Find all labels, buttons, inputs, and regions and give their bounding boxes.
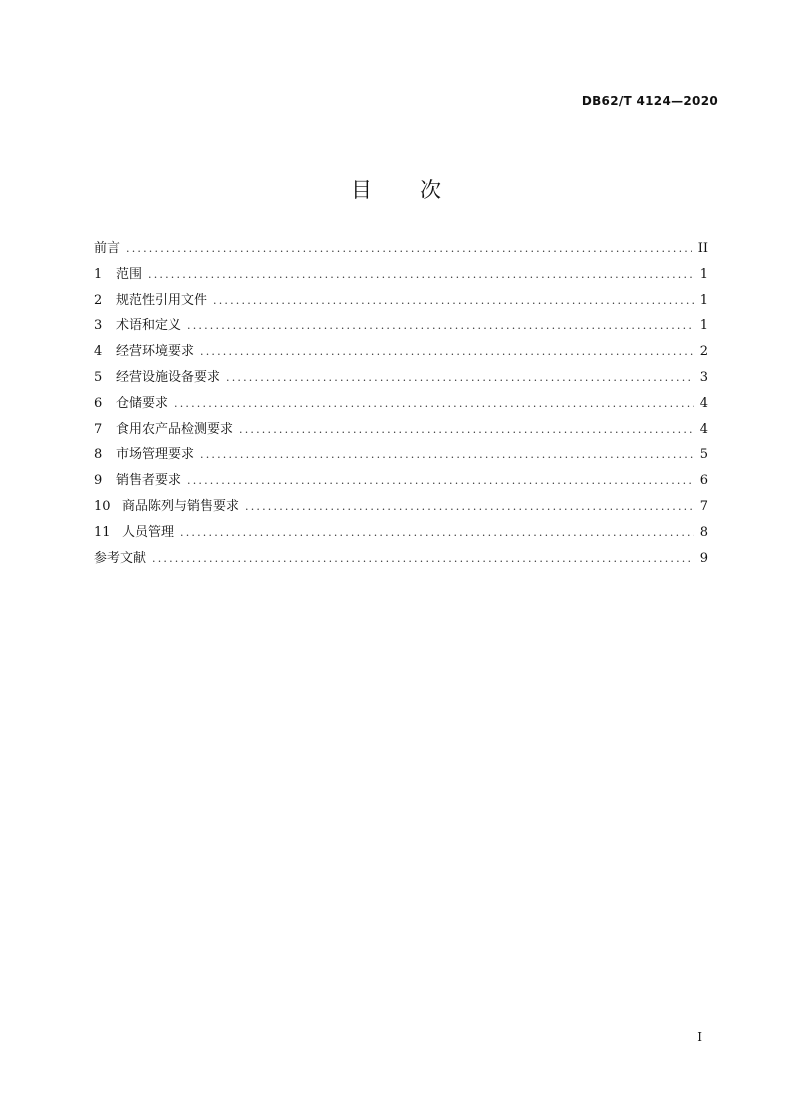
toc-section-number: 7 — [94, 421, 103, 437]
toc-section-number: 8 — [94, 447, 103, 463]
toc-page-number: 3 — [699, 369, 708, 385]
leader-dots — [174, 391, 694, 417]
toc-page-number: 5 — [699, 447, 708, 463]
toc-page-number: 4 — [699, 421, 708, 437]
toc-label: 前言 — [94, 241, 121, 256]
leader-dots — [126, 236, 692, 262]
toc-label: 销售者要求 — [116, 473, 182, 489]
table-of-contents — [94, 236, 708, 571]
toc-entry-2[interactable] — [94, 288, 708, 314]
leader-dots — [187, 468, 694, 494]
leader-dots — [245, 494, 694, 520]
toc-page-number: 8 — [699, 524, 708, 540]
leader-dots — [152, 546, 694, 572]
toc-label: 术语和定义 — [116, 318, 182, 334]
toc-section-number: 9 — [94, 473, 103, 489]
leader-dots — [200, 442, 694, 468]
toc-section-number: 10 — [94, 498, 111, 514]
leader-dots — [239, 417, 694, 443]
toc-entry-6[interactable] — [94, 391, 708, 417]
toc-entry-references[interactable] — [94, 546, 708, 572]
toc-label: 经营环境要求 — [116, 344, 195, 360]
toc-page-number: 6 — [699, 473, 708, 489]
toc-entry-9[interactable] — [94, 468, 708, 494]
toc-section-number: 2 — [94, 292, 103, 308]
toc-section-number: 1 — [94, 266, 103, 282]
toc-entry-8[interactable] — [94, 442, 708, 468]
toc-page-number: 1 — [699, 266, 708, 282]
page-title — [0, 174, 792, 204]
toc-label: 市场管理要求 — [116, 447, 195, 463]
toc-page-number: 9 — [699, 550, 708, 566]
toc-entry-3[interactable] — [94, 313, 708, 339]
toc-page-number: 1 — [699, 292, 708, 308]
toc-entry-7[interactable] — [94, 417, 708, 443]
toc-label: 商品陈列与销售要求 — [122, 498, 240, 514]
toc-page-number: 4 — [699, 395, 708, 411]
toc-label: 参考文献 — [94, 550, 147, 566]
toc-label: 规范性引用文件 — [116, 292, 208, 308]
toc-entry-11[interactable] — [94, 520, 708, 546]
toc-section-number: 5 — [94, 369, 103, 385]
leader-dots — [226, 365, 694, 391]
toc-entry-10[interactable] — [94, 494, 708, 520]
toc-label: 食用农产品检测要求 — [116, 421, 234, 437]
leader-dots — [200, 339, 694, 365]
toc-section-number: 4 — [94, 344, 103, 360]
toc-page-number: II — [697, 241, 708, 256]
title-char-1: 目 — [351, 178, 372, 202]
title-char-2: 次 — [420, 178, 441, 202]
leader-dots — [148, 262, 694, 288]
toc-page-number: 2 — [699, 344, 708, 360]
toc-entry-4[interactable] — [94, 339, 708, 365]
leader-dots — [187, 313, 694, 339]
toc-entry-foreword[interactable] — [94, 236, 708, 262]
toc-label: 仓储要求 — [116, 395, 169, 411]
toc-section-number: 6 — [94, 395, 103, 411]
toc-page-number: 1 — [699, 318, 708, 334]
document-code: DB62/T 4124—2020 — [581, 94, 718, 108]
toc-label: 人员管理 — [122, 524, 175, 540]
toc-section-number: 3 — [94, 318, 103, 334]
toc-section-number: 11 — [94, 524, 111, 540]
page-number: I — [697, 1030, 702, 1044]
toc-entry-5[interactable] — [94, 365, 708, 391]
toc-label: 范围 — [116, 266, 143, 282]
toc-entry-1[interactable] — [94, 262, 708, 288]
toc-label: 经营设施设备要求 — [116, 369, 221, 385]
toc-page-number: 7 — [699, 498, 708, 514]
leader-dots — [180, 520, 694, 546]
leader-dots — [213, 288, 694, 314]
